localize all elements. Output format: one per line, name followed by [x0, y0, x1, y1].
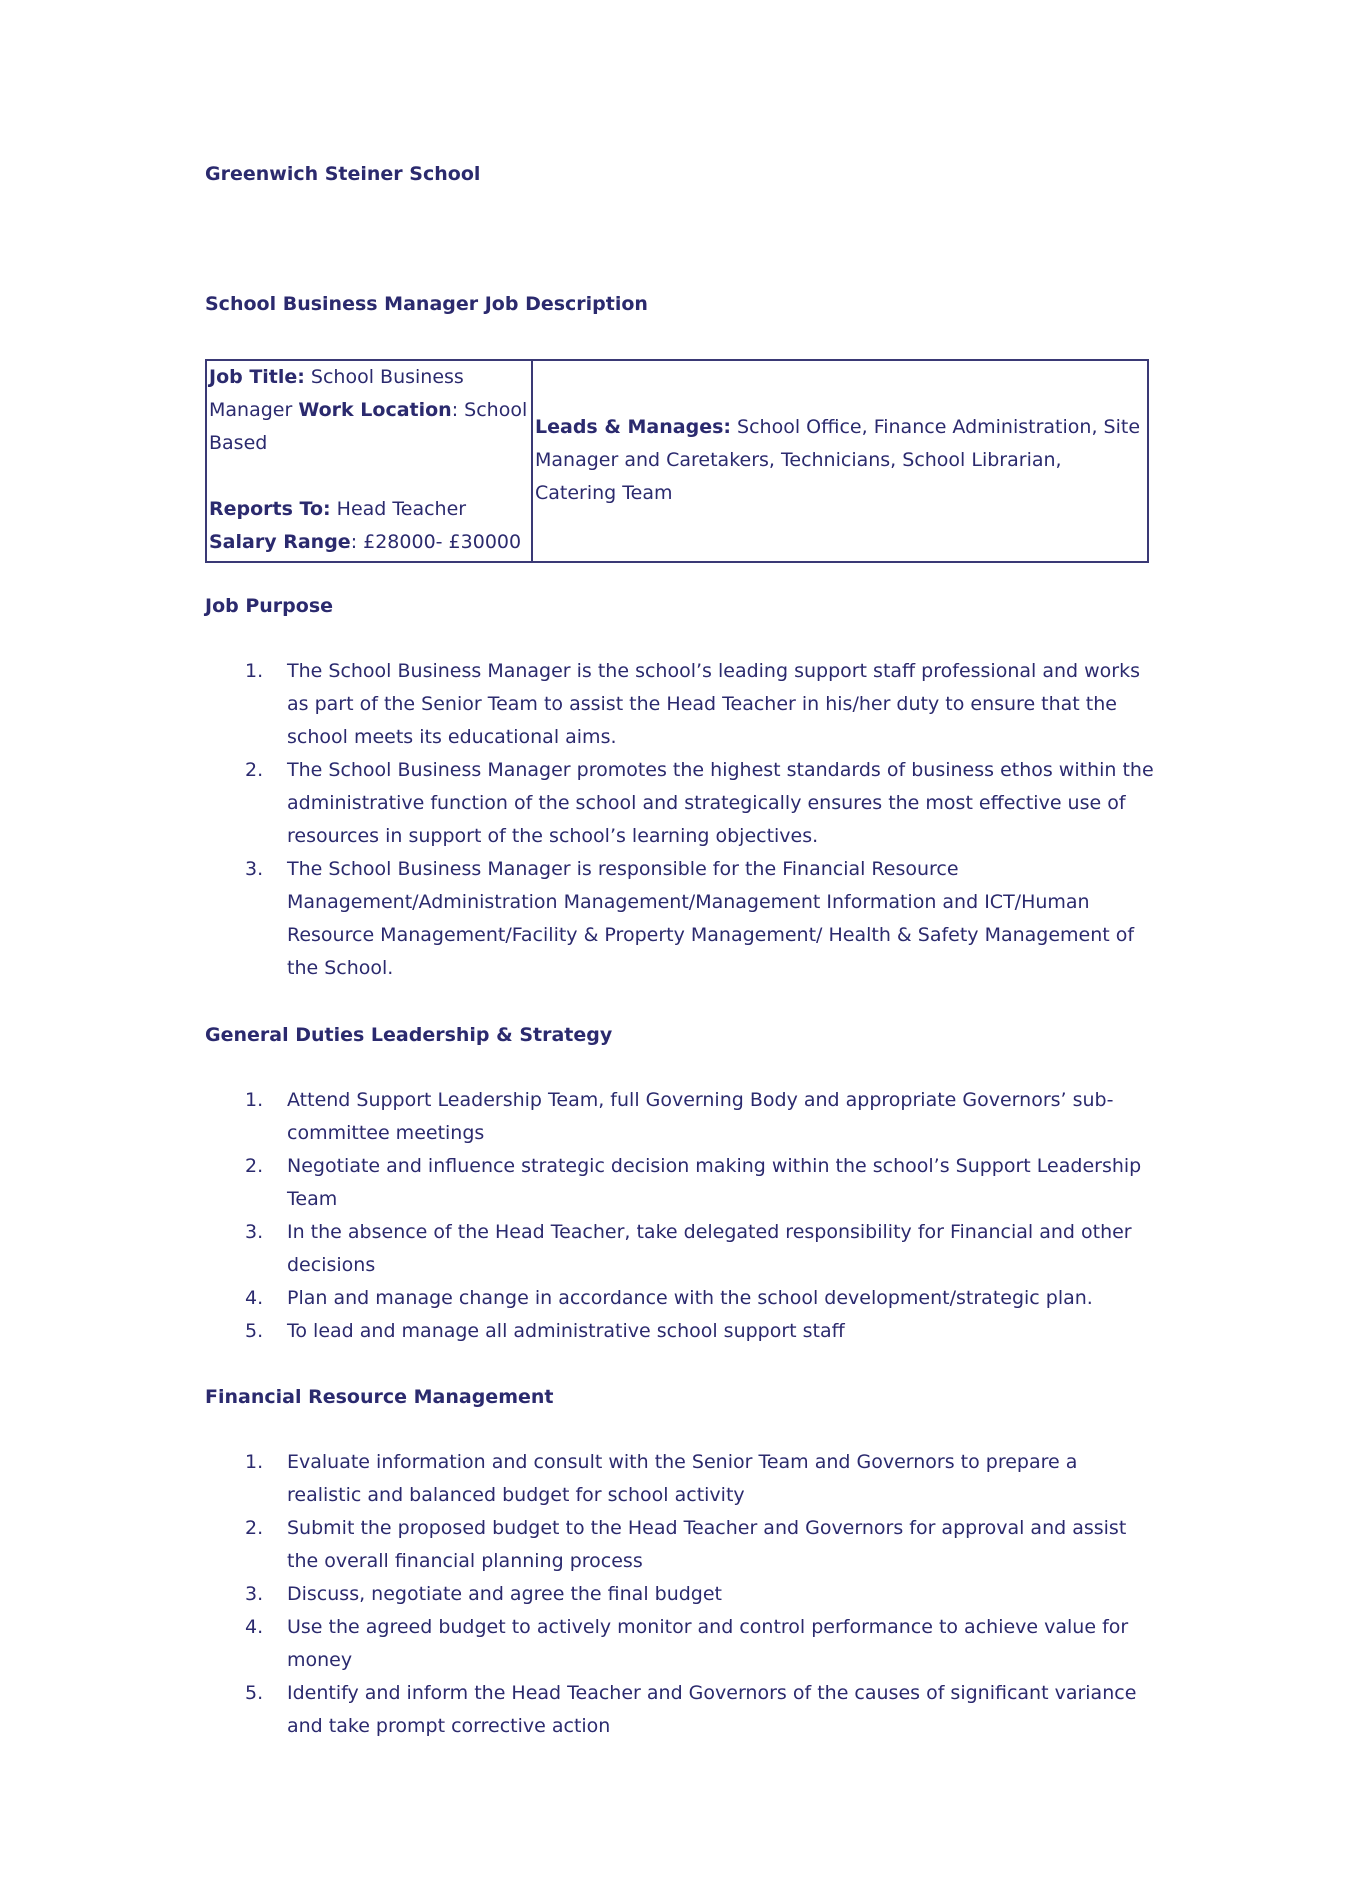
list-item-text: Identify and inform the Head Teacher and Governors of the causes of significant variance and take prompt corrective action — [287, 1682, 1137, 1737]
list-item — [205, 1512, 1155, 1578]
list-item-text: To lead and manage all administrative school support staff — [287, 1320, 845, 1342]
job-title-line — [209, 361, 529, 460]
list-item-number: 2. — [245, 1155, 264, 1177]
list-item-number: 4. — [245, 1616, 264, 1638]
list-item — [205, 1611, 1155, 1677]
work-location-label: Work Location — [298, 399, 452, 421]
list-item — [205, 853, 1155, 985]
job-purpose-list — [205, 655, 1155, 985]
financial-resource-list — [205, 1446, 1155, 1743]
list-item-text: Attend Support Leadership Team, full Governing Body and appropriate Governors’ sub-committee meetings — [287, 1089, 1114, 1144]
job-title-label: Job Title: — [209, 366, 305, 388]
list-item — [205, 754, 1155, 853]
list-item-number: 1. — [245, 1089, 264, 1111]
list-item-number: 5. — [245, 1320, 264, 1342]
list-item — [205, 1216, 1155, 1282]
list-item — [205, 1677, 1155, 1743]
salary-line — [209, 526, 529, 559]
list-item-text: Plan and manage change in accordance with the school development/strategic plan. — [287, 1287, 1093, 1309]
list-item-number: 3. — [245, 858, 264, 880]
list-item-text: The School Business Manager is the school’s leading support staff professional and works as part of the Senior Team to assist the Head Teacher in his/her duty to ensure that the school meets its educational aims. — [287, 660, 1140, 748]
list-item-text: The School Business Manager is responsible for the Financial Resource Management/Administration Management/Management Information and ICT/Human Resource Management/Facility & Property Management/ Health & Safety Management of the School. — [287, 858, 1135, 979]
list-item-number: 3. — [245, 1221, 264, 1243]
job-title-value: School Business Manager — [209, 366, 464, 421]
list-item-number: 5. — [245, 1682, 264, 1704]
job-info-table — [205, 359, 1149, 563]
reports-to-label: Reports To: — [209, 498, 331, 520]
list-item — [205, 1150, 1155, 1216]
list-item — [205, 1315, 1155, 1348]
list-item-text: Discuss, negotiate and agree the final budget — [287, 1583, 722, 1605]
list-item — [205, 1084, 1155, 1150]
reports-to-value: Head Teacher — [330, 498, 467, 520]
list-item-number: 3. — [245, 1583, 264, 1605]
section-heading-job-purpose: Job Purpose — [205, 595, 334, 617]
leads-manages-label: Leads & Manages: — [535, 416, 731, 438]
list-item-number: 1. — [245, 1451, 264, 1473]
section-heading-general-duties: General Duties Leadership & Strategy — [205, 1024, 613, 1046]
school-name: Greenwich Steiner School — [205, 163, 481, 185]
list-item-text: Use the agreed budget to actively monitor and control performance to achieve value for money — [287, 1616, 1129, 1671]
list-item-number: 4. — [245, 1287, 264, 1309]
list-item — [205, 1282, 1155, 1315]
list-item-text: Submit the proposed budget to the Head Teacher and Governors for approval and assist the overall financial planning process — [287, 1517, 1127, 1572]
list-item-text: Evaluate information and consult with the Senior Team and Governors to prepare a realistic and balanced budget for school activity — [287, 1451, 1078, 1506]
general-duties-list — [205, 1084, 1155, 1348]
section-heading-financial-resource-management: Financial Resource Management — [205, 1386, 554, 1408]
reports-to-line — [209, 493, 529, 526]
salary-range-label: Salary Range — [209, 531, 351, 553]
list-item-text: In the absence of the Head Teacher, take delegated responsibility for Financial and other decisions — [287, 1221, 1132, 1276]
salary-range-value: : £28000- £30000 — [350, 531, 522, 553]
job-info-left-cell — [207, 361, 533, 561]
list-item-text: The School Business Manager promotes the highest standards of business ethos within the administrative function of the school and strategically ensures the most effective use of resources in support of the school’s learning objectives. — [287, 759, 1154, 847]
job-info-right-cell — [533, 361, 1147, 561]
list-item — [205, 1578, 1155, 1611]
list-item-number: 1. — [245, 660, 264, 682]
list-item-text: Negotiate and influence strategic decision making within the school’s Support Leadership Team — [287, 1155, 1142, 1210]
work-location-value: : School Based — [209, 399, 528, 454]
document-title: School Business Manager Job Description — [205, 293, 648, 315]
leads-manages-value: School Office, Finance Administration, Site Manager and Caretakers, Technicians, School Librarian, Catering Team — [535, 416, 1141, 504]
list-item-number: 2. — [245, 1517, 264, 1539]
list-item — [205, 1446, 1155, 1512]
list-item — [205, 655, 1155, 754]
list-item-number: 2. — [245, 759, 264, 781]
